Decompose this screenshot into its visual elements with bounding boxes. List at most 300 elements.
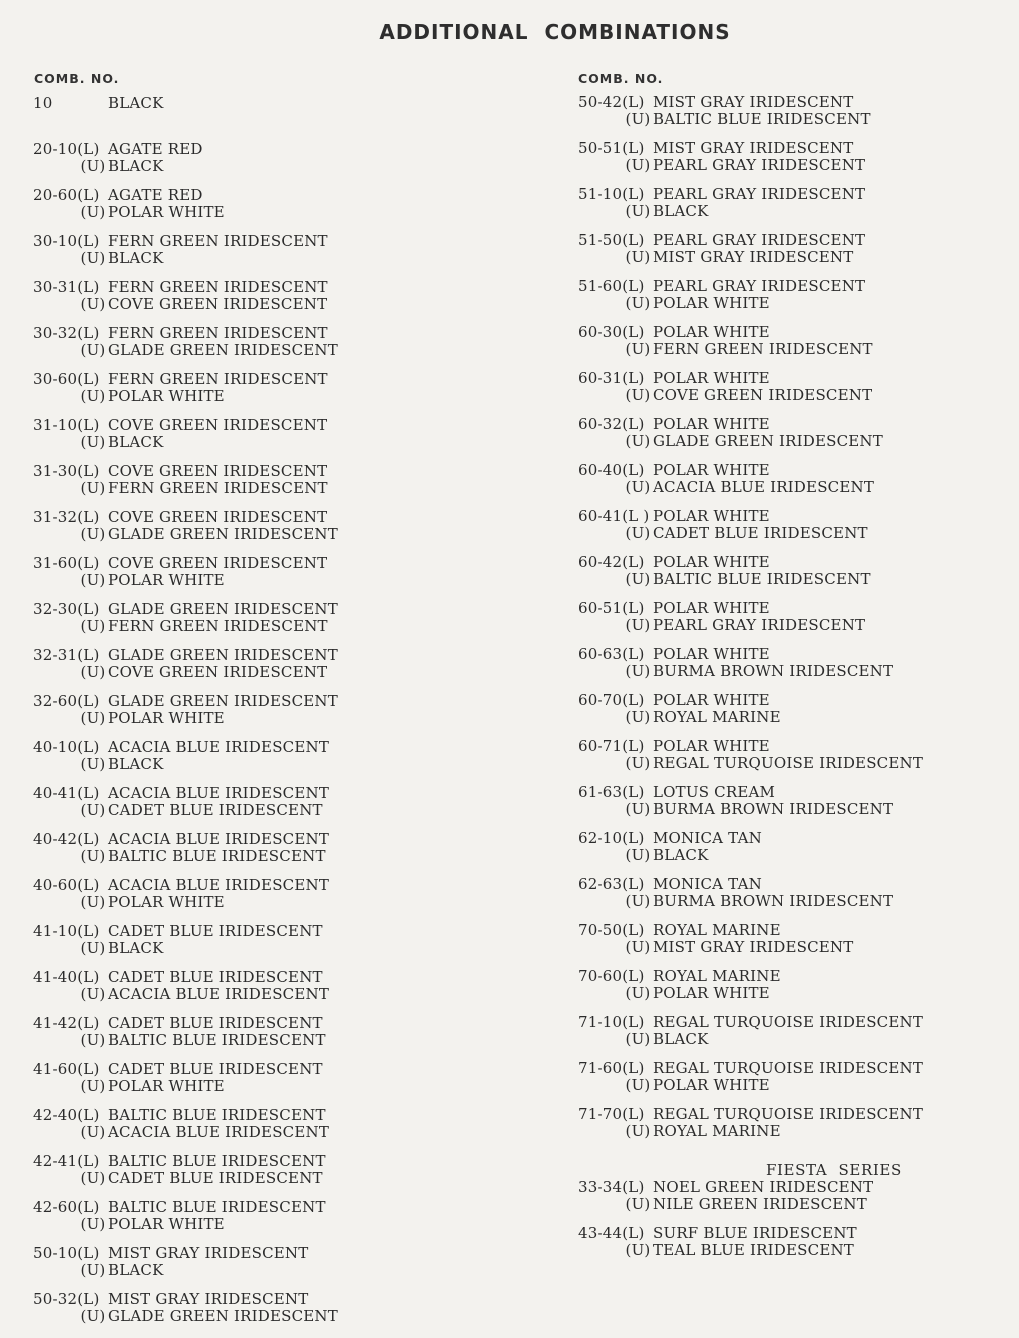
upper-label-cell <box>578 433 653 450</box>
upper-label: (U) <box>625 110 651 128</box>
upper-label: (U) <box>625 662 651 680</box>
upper-color-line <box>33 618 338 635</box>
lower-color-line <box>33 1015 338 1032</box>
upper-label-cell <box>578 249 653 266</box>
combination-entry <box>33 969 338 1015</box>
combination-entry <box>33 1291 338 1337</box>
combination-code: 41-60(L) <box>33 1060 100 1078</box>
upper-color: BLACK <box>108 433 164 451</box>
upper-label: (U) <box>625 386 651 404</box>
upper-label-cell <box>578 111 653 128</box>
upper-color: GLADE GREEN IRIDESCENT <box>108 341 338 359</box>
upper-label: (U) <box>625 478 651 496</box>
upper-label-cell <box>578 939 653 956</box>
combination-code: 41-40(L) <box>33 968 100 986</box>
lower-color: MIST GRAY IRIDESCENT <box>108 1290 309 1308</box>
combination-code: 71-70(L) <box>578 1105 645 1123</box>
combination-entry <box>578 1225 873 1271</box>
upper-label-cell <box>578 847 653 864</box>
upper-label-cell <box>578 479 653 496</box>
combination-entry <box>33 417 338 463</box>
upper-color: BALTIC BLUE IRIDESCENT <box>108 847 326 865</box>
upper-color-line <box>33 1308 338 1325</box>
upper-label-cell <box>578 1077 653 1094</box>
combination-code: 42-60(L) <box>33 1198 100 1216</box>
lower-color: COVE GREEN IRIDESCENT <box>108 554 328 572</box>
lower-color: CADET BLUE IRIDESCENT <box>108 1060 323 1078</box>
upper-color: REGAL TURQUOISE IRIDESCENT <box>653 754 924 772</box>
combination-entry <box>33 555 338 601</box>
combination-entry <box>578 1060 923 1106</box>
combination-code: 60-51(L) <box>578 599 645 617</box>
combination-entry <box>33 831 338 877</box>
lower-color: FERN GREEN IRIDESCENT <box>108 232 328 250</box>
combination-entry <box>578 186 923 232</box>
upper-color-line <box>578 433 923 450</box>
upper-color: POLAR WHITE <box>108 203 225 221</box>
upper-label: (U) <box>80 433 106 451</box>
upper-color-line <box>578 663 923 680</box>
lower-color-line <box>578 646 923 663</box>
upper-label-cell <box>33 434 108 451</box>
combination-entry <box>33 187 338 233</box>
upper-label-cell <box>578 295 653 312</box>
upper-color: BURMA BROWN IRIDESCENT <box>653 662 894 680</box>
upper-color-line <box>578 1031 923 1048</box>
upper-color: POLAR WHITE <box>653 294 770 312</box>
combination-entry <box>33 923 338 969</box>
lower-color-line <box>578 784 923 801</box>
combination-code: 32-60(L) <box>33 692 100 710</box>
lower-color-line <box>578 278 923 295</box>
combination-code: 41-10(L) <box>33 922 100 940</box>
lower-color: POLAR WHITE <box>653 599 770 617</box>
upper-color: ROYAL MARINE <box>653 1122 781 1140</box>
upper-label-cell <box>578 525 653 542</box>
upper-label-cell <box>33 986 108 1003</box>
combination-code: 62-10(L) <box>578 829 645 847</box>
combination-code: 61-63(L) <box>578 783 645 801</box>
lower-color: ACACIA BLUE IRIDESCENT <box>108 830 330 848</box>
combination-entry <box>578 508 923 554</box>
lower-color-line <box>33 325 338 342</box>
upper-color-line <box>33 342 338 359</box>
combination-code: 42-41(L) <box>33 1152 100 1170</box>
combination-code: 60-30(L) <box>578 323 645 341</box>
upper-color: GLADE GREEN IRIDESCENT <box>108 1307 338 1325</box>
combination-code: 40-10(L) <box>33 738 100 756</box>
upper-color: TEAL BLUE IRIDESCENT <box>653 1241 854 1259</box>
upper-label-cell <box>33 1078 108 1095</box>
combination-code: 60-40(L) <box>578 461 645 479</box>
lower-color-line <box>578 1106 923 1123</box>
upper-color: BALTIC BLUE IRIDESCENT <box>108 1031 326 1049</box>
upper-color: BLACK <box>653 846 709 864</box>
upper-label: (U) <box>625 984 651 1002</box>
upper-label-cell <box>33 1308 108 1325</box>
combination-code: 60-63(L) <box>578 645 645 663</box>
lower-color-line <box>578 140 923 157</box>
upper-color-line <box>578 249 923 266</box>
upper-color: COVE GREEN IRIDESCENT <box>108 663 328 681</box>
lower-color-line <box>33 693 338 710</box>
combination-entry <box>578 462 923 508</box>
combination-entry <box>33 739 338 785</box>
lower-color: CADET BLUE IRIDESCENT <box>108 1014 323 1032</box>
upper-label-cell <box>33 710 108 727</box>
upper-color: POLAR WHITE <box>108 1215 225 1233</box>
combination-code: 43-44(L) <box>578 1224 645 1242</box>
upper-color-line <box>578 387 923 404</box>
lower-color: BALTIC BLUE IRIDESCENT <box>108 1198 326 1216</box>
upper-label-cell <box>578 985 653 1002</box>
upper-color-line <box>33 1078 338 1095</box>
lower-color: COVE GREEN IRIDESCENT <box>108 416 328 434</box>
upper-color: POLAR WHITE <box>108 571 225 589</box>
upper-label-cell <box>578 341 653 358</box>
upper-color-line <box>33 526 338 543</box>
combination-code: 62-63(L) <box>578 875 645 893</box>
lower-color: POLAR WHITE <box>653 461 770 479</box>
lower-color-line <box>33 785 338 802</box>
upper-color: BALTIC BLUE IRIDESCENT <box>653 570 871 588</box>
upper-color: POLAR WHITE <box>653 984 770 1002</box>
upper-label: (U) <box>80 663 106 681</box>
upper-color-line <box>33 158 338 175</box>
upper-label-cell <box>578 203 653 220</box>
combination-code: 20-60(L) <box>33 186 100 204</box>
combination-code: 30-32(L) <box>33 324 100 342</box>
lower-color-line <box>33 1245 338 1262</box>
upper-color-line <box>578 985 923 1002</box>
lower-color-line <box>578 462 923 479</box>
upper-color-line <box>33 710 338 727</box>
lower-color-line <box>33 555 338 572</box>
combination-code: 31-60(L) <box>33 554 100 572</box>
combination-code: 60-70(L) <box>578 691 645 709</box>
upper-label-cell <box>578 663 653 680</box>
upper-label: (U) <box>80 1261 106 1279</box>
combination-code: 30-60(L) <box>33 370 100 388</box>
upper-color: CADET BLUE IRIDESCENT <box>653 524 868 542</box>
upper-label: (U) <box>80 893 106 911</box>
lower-color: POLAR WHITE <box>653 415 770 433</box>
combination-entry <box>578 370 923 416</box>
upper-label-cell <box>33 158 108 175</box>
lower-color: REGAL TURQUOISE IRIDESCENT <box>653 1105 924 1123</box>
combination-code: 70-50(L) <box>578 921 645 939</box>
upper-label-cell <box>578 157 653 174</box>
upper-label-cell <box>33 388 108 405</box>
lower-color-line <box>578 370 923 387</box>
lower-color-line <box>33 1107 338 1124</box>
combination-code: 42-40(L) <box>33 1106 100 1124</box>
upper-label: (U) <box>80 985 106 1003</box>
upper-label: (U) <box>80 571 106 589</box>
combination-entry <box>578 646 923 692</box>
upper-label-cell <box>578 1196 653 1213</box>
combination-entry <box>578 324 923 370</box>
lower-color: ACACIA BLUE IRIDESCENT <box>108 876 330 894</box>
upper-label-cell <box>33 342 108 359</box>
combination-entry <box>578 140 923 186</box>
combination-entry <box>33 601 338 647</box>
upper-label-cell <box>33 848 108 865</box>
upper-color-line <box>33 1032 338 1049</box>
lower-color-line <box>33 969 338 986</box>
upper-color: FERN GREEN IRIDESCENT <box>108 479 328 497</box>
lower-color: MIST GRAY IRIDESCENT <box>653 93 854 111</box>
upper-label: (U) <box>625 800 651 818</box>
upper-label-cell <box>578 571 653 588</box>
upper-label: (U) <box>80 249 106 267</box>
upper-color: BLACK <box>653 202 709 220</box>
combination-entry <box>33 1199 338 1245</box>
upper-color-line <box>578 295 923 312</box>
fiesta-series-heading: FIESTA SERIES <box>766 1161 902 1179</box>
lower-color-line <box>33 1153 338 1170</box>
lower-color-line <box>578 876 923 893</box>
combination-entry <box>578 1179 873 1225</box>
upper-label-cell <box>33 296 108 313</box>
upper-label-cell <box>33 1216 108 1233</box>
upper-label: (U) <box>625 1195 651 1213</box>
upper-label-cell <box>33 802 108 819</box>
upper-color: COVE GREEN IRIDESCENT <box>653 386 873 404</box>
upper-color: BURMA BROWN IRIDESCENT <box>653 892 894 910</box>
combination-code: 30-10(L) <box>33 232 100 250</box>
upper-color-line <box>33 894 338 911</box>
lower-color: POLAR WHITE <box>653 323 770 341</box>
combination-code: 30-31(L) <box>33 278 100 296</box>
lower-color-line <box>33 141 338 158</box>
combination-code: 70-60(L) <box>578 967 645 985</box>
lower-color-line <box>33 1061 338 1078</box>
combination-entry <box>33 1015 338 1061</box>
upper-label: (U) <box>80 341 106 359</box>
upper-color-line <box>578 617 923 634</box>
lower-color-line <box>33 831 338 848</box>
lower-color: CADET BLUE IRIDESCENT <box>108 968 323 986</box>
upper-label: (U) <box>625 1030 651 1048</box>
combination-code: 60-31(L) <box>578 369 645 387</box>
combination-entry <box>578 692 923 738</box>
upper-label: (U) <box>625 708 651 726</box>
lower-color: ACACIA BLUE IRIDESCENT <box>108 784 330 802</box>
lower-color-line <box>578 922 923 939</box>
upper-color: POLAR WHITE <box>653 1076 770 1094</box>
lower-color-line <box>33 509 338 526</box>
combination-entry <box>578 1106 923 1152</box>
lower-color: CADET BLUE IRIDESCENT <box>108 922 323 940</box>
combination-entry <box>33 509 338 555</box>
upper-color: POLAR WHITE <box>108 1077 225 1095</box>
combination-code: 51-50(L) <box>578 231 645 249</box>
lower-color: POLAR WHITE <box>653 645 770 663</box>
upper-label-cell <box>578 617 653 634</box>
upper-color-line <box>33 1216 338 1233</box>
upper-color: ACACIA BLUE IRIDESCENT <box>653 478 875 496</box>
upper-label-cell <box>33 572 108 589</box>
combination-entry <box>578 554 923 600</box>
upper-label: (U) <box>625 524 651 542</box>
lower-color-line <box>33 877 338 894</box>
upper-label: (U) <box>80 157 106 175</box>
upper-color: MIST GRAY IRIDESCENT <box>653 938 854 956</box>
lower-color-line <box>33 187 338 204</box>
lower-color: POLAR WHITE <box>653 737 770 755</box>
upper-label-cell <box>33 1032 108 1049</box>
lower-color: NOEL GREEN IRIDESCENT <box>653 1178 874 1196</box>
lower-color-line <box>578 738 923 755</box>
combination-entry <box>578 876 923 922</box>
lower-color: BALTIC BLUE IRIDESCENT <box>108 1106 326 1124</box>
upper-label: (U) <box>625 938 651 956</box>
lower-color: BALTIC BLUE IRIDESCENT <box>108 1152 326 1170</box>
combination-code: 40-60(L) <box>33 876 100 894</box>
upper-label: (U) <box>80 755 106 773</box>
upper-color-line <box>578 341 923 358</box>
lower-color-line <box>33 739 338 756</box>
lower-color: MONICA TAN <box>653 875 762 893</box>
upper-color-line <box>578 755 923 772</box>
upper-color-line <box>578 1077 923 1094</box>
upper-label: (U) <box>80 295 106 313</box>
lower-color: REGAL TURQUOISE IRIDESCENT <box>653 1059 924 1077</box>
lower-color-line <box>578 508 923 525</box>
upper-label: (U) <box>80 1123 106 1141</box>
upper-color-line <box>33 296 338 313</box>
lower-color: GLADE GREEN IRIDESCENT <box>108 646 338 664</box>
combination-code: 31-32(L) <box>33 508 100 526</box>
combination-code: 60-71(L) <box>578 737 645 755</box>
upper-label-cell <box>33 940 108 957</box>
upper-label: (U) <box>625 294 651 312</box>
upper-label-cell <box>578 893 653 910</box>
upper-label: (U) <box>625 1241 651 1259</box>
upper-color: POLAR WHITE <box>108 893 225 911</box>
upper-color-line <box>578 847 923 864</box>
upper-color-line <box>33 802 338 819</box>
lower-color: LOTUS CREAM <box>653 783 776 801</box>
upper-color: PEARL GRAY IRIDESCENT <box>653 156 866 174</box>
combination-code: 60-42(L) <box>578 553 645 571</box>
upper-color-line <box>578 709 923 726</box>
upper-label: (U) <box>80 709 106 727</box>
upper-label: (U) <box>80 1215 106 1233</box>
upper-color: GLADE GREEN IRIDESCENT <box>653 432 883 450</box>
combination-code: 20-10(L) <box>33 140 100 158</box>
upper-color-line <box>578 1196 873 1213</box>
upper-label: (U) <box>80 617 106 635</box>
combination-entry <box>33 463 338 509</box>
upper-color: POLAR WHITE <box>108 709 225 727</box>
upper-color-line <box>33 664 338 681</box>
lower-color-line <box>578 600 923 617</box>
lower-color: GLADE GREEN IRIDESCENT <box>108 600 338 618</box>
lower-color-line <box>578 94 923 111</box>
combination-code: 31-30(L) <box>33 462 100 480</box>
upper-color-line <box>578 1242 873 1259</box>
upper-color-line <box>578 525 923 542</box>
upper-label-cell <box>578 1031 653 1048</box>
upper-label: (U) <box>625 202 651 220</box>
upper-label-cell <box>578 1123 653 1140</box>
lower-color-line <box>33 601 338 618</box>
combination-code: 40-41(L) <box>33 784 100 802</box>
lower-color-line <box>578 186 923 203</box>
upper-color-line <box>33 1262 338 1279</box>
lower-color: FERN GREEN IRIDESCENT <box>108 278 328 296</box>
upper-label-cell <box>578 755 653 772</box>
combination-entry <box>33 371 338 417</box>
lower-color: ROYAL MARINE <box>653 921 781 939</box>
upper-label: (U) <box>625 616 651 634</box>
upper-color: BLACK <box>653 1030 709 1048</box>
upper-color: COVE GREEN IRIDESCENT <box>108 295 328 313</box>
combination-entry <box>578 94 923 140</box>
combination-entry <box>578 968 923 1014</box>
combination-entry <box>33 1061 338 1107</box>
combination-entry <box>578 278 923 324</box>
upper-label: (U) <box>625 1122 651 1140</box>
upper-color-line <box>578 479 923 496</box>
combination-entry <box>33 325 338 371</box>
upper-label-cell <box>578 709 653 726</box>
upper-color: BALTIC BLUE IRIDESCENT <box>653 110 871 128</box>
lower-color-line <box>578 324 923 341</box>
lower-color: AGATE RED <box>108 140 203 158</box>
upper-color-line <box>33 986 338 1003</box>
upper-color: NILE GREEN IRIDESCENT <box>653 1195 867 1213</box>
combination-entry <box>33 95 338 141</box>
combination-entry <box>578 922 923 968</box>
lower-color: POLAR WHITE <box>653 691 770 709</box>
combination-entry <box>33 785 338 831</box>
upper-label-cell <box>33 1262 108 1279</box>
lower-color: PEARL GRAY IRIDESCENT <box>653 277 866 295</box>
upper-label: (U) <box>80 203 106 221</box>
combination-entry <box>578 738 923 784</box>
lower-color: MIST GRAY IRIDESCENT <box>653 139 854 157</box>
upper-label-cell <box>578 387 653 404</box>
fiesta-series-list <box>578 1179 873 1271</box>
combination-code: 60-32(L) <box>578 415 645 433</box>
upper-color: BURMA BROWN IRIDESCENT <box>653 800 894 818</box>
upper-label: (U) <box>80 939 106 957</box>
lower-color: COVE GREEN IRIDESCENT <box>108 462 328 480</box>
lower-color: BLACK <box>108 94 164 112</box>
lower-color-line <box>33 417 338 434</box>
upper-label-cell <box>33 756 108 773</box>
upper-color: BLACK <box>108 1261 164 1279</box>
combination-code: 51-60(L) <box>578 277 645 295</box>
lower-color-line <box>578 416 923 433</box>
upper-label: (U) <box>625 248 651 266</box>
upper-color-line <box>33 204 338 221</box>
combination-entry <box>33 279 338 325</box>
combination-code: 50-32(L) <box>33 1290 100 1308</box>
combination-entry <box>578 784 923 830</box>
upper-label-cell <box>33 250 108 267</box>
lower-color-line <box>578 968 923 985</box>
upper-label-cell <box>33 618 108 635</box>
lower-color-line <box>33 371 338 388</box>
combination-code: 31-10(L) <box>33 416 100 434</box>
upper-color-line <box>33 1170 338 1187</box>
combination-entry <box>33 1153 338 1199</box>
lower-color: FERN GREEN IRIDESCENT <box>108 370 328 388</box>
